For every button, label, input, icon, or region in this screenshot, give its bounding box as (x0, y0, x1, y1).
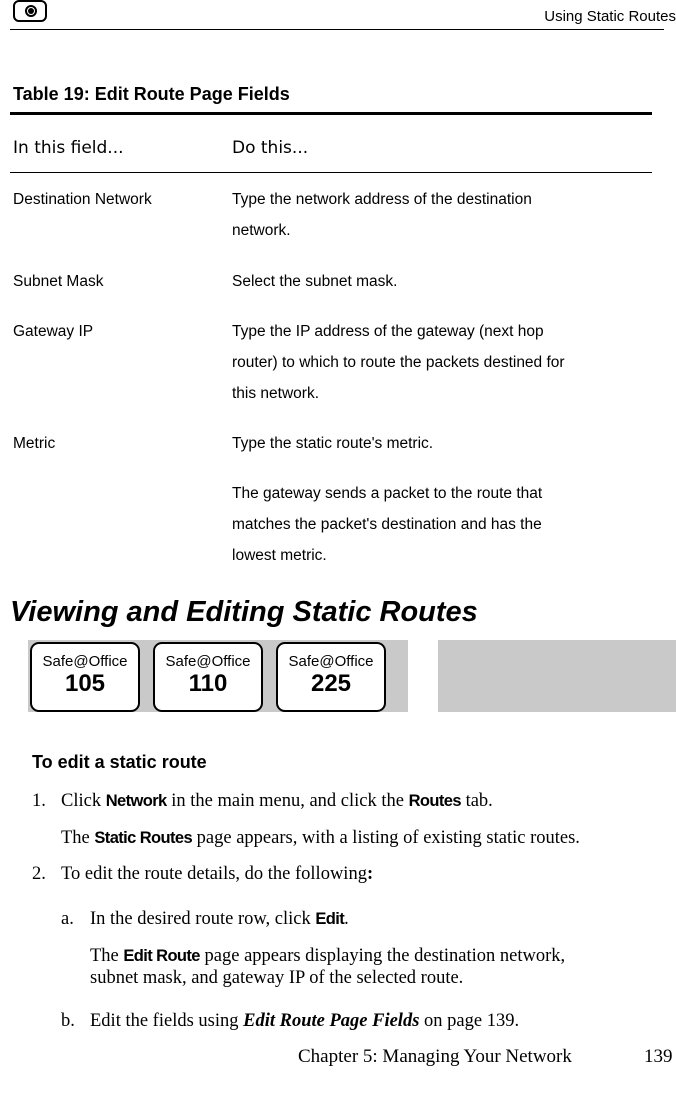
step-text: The (90, 946, 124, 966)
description-line: Type the network address of the destination (232, 191, 532, 208)
step-text: page appears, with a listing of existing static routes. (192, 828, 580, 848)
description-line: this network. (232, 385, 320, 402)
description-line: router) to which to route the packets destined for (232, 354, 565, 371)
product-model: 225 (310, 670, 352, 697)
step-text: Edit the fields using (90, 1011, 244, 1031)
table-row-field: Subnet Mask (13, 273, 104, 290)
product-name: Safe@Office (42, 653, 128, 670)
description-line: network. (232, 222, 291, 239)
description-line: matches the packet's destination and has the (232, 516, 542, 533)
procedure-title: To edit a static route (32, 752, 207, 772)
product-name: Safe@Office (165, 653, 251, 670)
ui-term-static-routes: Static Routes (94, 829, 193, 847)
product-badge (30, 642, 140, 712)
step-text: : (366, 864, 374, 884)
table-row-field: Destination Network (13, 191, 152, 208)
description-line: Type the static route's metric. (232, 435, 434, 452)
cross-reference-link[interactable]: Edit Route Page Fields (243, 1011, 420, 1031)
step-text: in the main menu, and click the (166, 791, 409, 811)
step-2 (32, 863, 373, 885)
product-band (28, 640, 676, 712)
product-model: 105 (64, 670, 106, 697)
brand-logo-icon (13, 0, 47, 22)
substep-a (61, 908, 349, 930)
ui-term-edit: Edit (315, 910, 345, 928)
step-1-note (61, 827, 580, 849)
substep-letter: b. (61, 1011, 75, 1031)
table-row-field: Gateway IP (13, 323, 94, 340)
step-text: subnet mask, and gateway IP of the selected route. (90, 968, 464, 988)
step-text: To edit the route details, do the following (61, 864, 367, 884)
table-row-note (232, 478, 647, 571)
table-row-description (232, 316, 647, 409)
step-text: tab. (460, 791, 493, 811)
table-row-field: Metric (13, 435, 56, 452)
ui-term-edit-route: Edit Route (123, 947, 200, 965)
product-model: 110 (188, 670, 228, 697)
step-text: Click (61, 791, 106, 811)
product-badge (153, 642, 263, 712)
step-text: . (344, 909, 349, 929)
ui-term-routes: Routes (408, 792, 461, 810)
product-name: Safe@Office (288, 653, 374, 670)
product-badge (276, 642, 386, 712)
description-line: lowest metric. (232, 547, 327, 564)
table-header-rule (10, 172, 652, 173)
section-title: Viewing and Editing Static Routes (10, 596, 478, 628)
step-number: 1. (32, 791, 46, 811)
table-top-rule (10, 112, 652, 115)
table-row-description (232, 184, 647, 246)
ui-term-network: Network (105, 792, 167, 810)
step-number: 2. (32, 864, 46, 884)
step-text: on page 139. (419, 1011, 520, 1031)
header-rule (10, 29, 664, 30)
description-line: The gateway sends a packet to the route that (232, 485, 543, 502)
description-line: Select the subnet mask. (232, 273, 398, 290)
description-line: Type the IP address of the gateway (next hop (232, 323, 544, 340)
step-text: page appears displaying the destination network, (199, 946, 566, 966)
table-row-description (232, 266, 647, 297)
table-caption: Table 19: Edit Route Page Fields (13, 84, 290, 104)
running-header: Using Static Routes (544, 8, 676, 25)
footer-chapter: Chapter 5: Managing Your Network (298, 1046, 572, 1067)
substep-a-note (90, 945, 565, 989)
step-text: The (61, 828, 95, 848)
column-header-action: Do this... (232, 138, 309, 158)
table-row-description (232, 428, 647, 459)
page-number: 139 (644, 1046, 673, 1067)
step-1 (32, 790, 493, 812)
substep-letter: a. (61, 909, 74, 929)
column-header-field: In this field... (13, 138, 124, 158)
band-gap (408, 640, 438, 712)
logo-dot (28, 8, 34, 14)
substep-b (61, 1010, 519, 1032)
step-text: In the desired route row, click (90, 909, 316, 929)
